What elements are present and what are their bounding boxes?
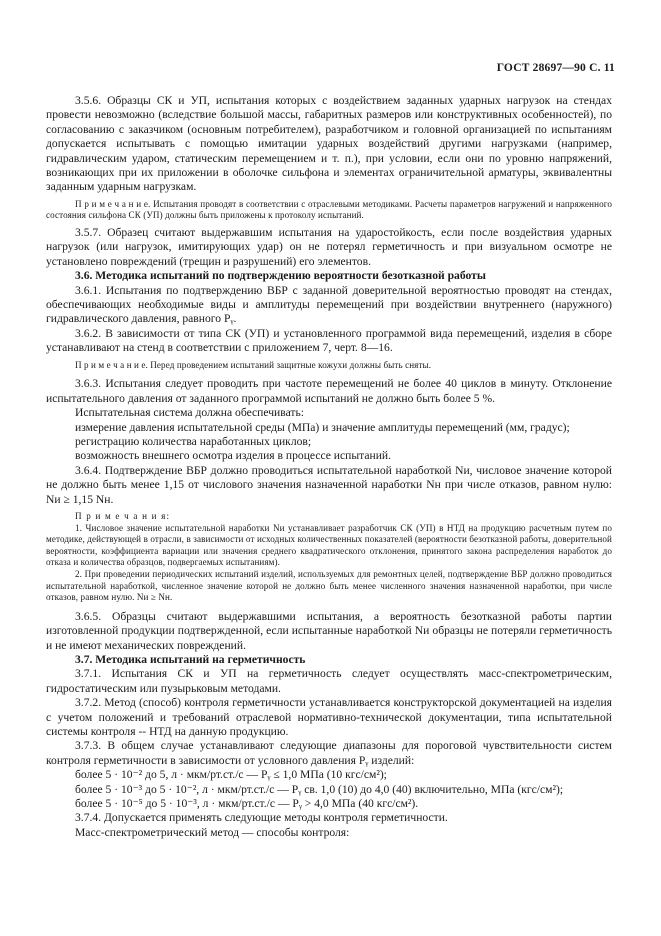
range-item-2: более 5 · 10⁻³ до 5 · 10⁻², л · мкм/рт.ст./с — Pᵧ св. 1,0 (10) до 4,0 (40) включительно, МПа (кгс/см²); [75, 782, 564, 796]
note-3-6-4-1: 1. Числовое значение испытательной наработки Nи устанавливает разработчик СК (УП) в НТД на продукцию расчетным путем по методике, действующей в отрасли, в зависимости от исходных количественных показателей (вероятности безотказной работы, доверительной вероятности, коэффициента вариации или значения среднего квадратического отклонения, принятого закона распределения наработок до отказа и количества образцов, подвергаемых испытаниям). [46, 522, 612, 568]
paragraph-3-7-4: 3.7.4. Допускается применять следующие методы контроля герметичности. [75, 811, 448, 825]
range-item-3: более 5 · 10⁻⁵ до 5 · 10⁻³, л · мкм/рт.ст./с — Pᵧ > 4,0 МПа (40 кгс/см²). [75, 796, 419, 810]
paragraph-3-6-3: 3.6.3. Испытания следует проводить при частоте перемещений не более 40 циклов в минуту. Отклонение испытательного давления от заданного программой испытаний не должно быть более 5 %. [46, 377, 612, 405]
mass-spec-method: Масс-спектрометрический метод — способы контроля: [75, 825, 350, 839]
paragraph-3-6-1: 3.6.1. Испытания по подтверждению ВБР с заданной доверительной вероятностью проводят на стендах, обеспечивающих необходимые виды и амплитуды перемещений при воздействии внутреннего (наружного) гидравлического давления, равного Pᵧ. [46, 283, 612, 326]
paragraph-3-7-2: 3.7.2. Метод (способ) контроля герметичности устанавливается конструкторской документацией на изделия с учетом положений и требований отраслевой нормативно-технической документации, типа испытательной системы контроля -- НТД на данную продукцию. [46, 696, 612, 738]
system-intro: Испытательная система должна обеспечивать: [75, 406, 304, 420]
note-3-6-2: П р и м е ч а н и е. Перед проведением испытаний защитные кожухи должны быть сняты. [75, 359, 432, 370]
note-3-5-6: П р и м е ч а н и е. Испытания проводят в соответствии с отраслевыми методиками. Расчеты параметров нагружений и напряженного состояния сильфона СК (УП) должны быть приложены к протоколу испытаний. [46, 198, 612, 221]
paragraph-3-6-5: 3.6.5. Образцы считают выдержавшими испытания, а вероятность безотказной работы партии изготовленной продукции подтвержденной, если испытанные наработкой Nи образцы не потеряли герметичность и не имеют механических повреждений. [46, 609, 612, 652]
page-header: ГОСТ 28697—90 С. 11 [496, 62, 615, 74]
system-item-3: возможность внешнего осмотра изделия в процессе испытаний. [75, 449, 392, 463]
paragraph-3-6-4: 3.6.4. Подтверждение ВБР должно проводиться испытательной наработкой Nи, числовое значение которой не должно быть менее 1,15 от числового значения назначенной наработки Nн при числе отказов, равном нулю: Nи ≥ 1,15 Nн. [46, 463, 612, 506]
section-heading-3-6: 3.6. Методика испытаний по подтверждению вероятности безотказной работы [75, 269, 486, 283]
paragraph-3-5-7: 3.5.7. Образец считают выдержавшим испытания на ударостойкость, если после воздействия ударных нагрузок (или нагрузок, имитирующих удар) он не потерял герметичность и при визуальном осмотре не установлено повреждений (трещин и разрушений) его элементов. [46, 226, 612, 268]
paragraph-3-7-3: 3.7.3. В общем случае устанавливают следующие диапазоны для пороговой чувствительности систем контроля герметичности в зависимости от условного давления Pᵧ изделий: [46, 739, 612, 767]
section-heading-3-7: 3.7. Методика испытаний на герметичность [75, 652, 306, 666]
page-body [46, 94, 612, 840]
paragraph-3-6-2: 3.6.2. В зависимости от типа СК (УП) и установленного программой вида перемещений, изделия в сборе устанавливают на стенд в соответствии с приложением 7, черт. 8—16. [46, 326, 612, 355]
system-item-2: регистрацию количества наработанных циклов; [75, 434, 312, 448]
system-item-1: измерение давления испытательной среды (МПа) и значение амплитуды перемещений (мм, градус); [75, 420, 570, 434]
range-item-1: более 5 · 10⁻² до 5, л · мкм/рт.ст./с — Pᵧ ≤ 1,0 МПа (10 кгс/см²); [75, 768, 387, 782]
notes-title: П р и м е ч а н и я: [75, 510, 171, 521]
note-3-6-4-2: 2. При проведении периодических испытаний изделий, используемых для ремонтных целей, подтверждение ВБР должно проводиться испытательной наработкой, численное значение которой не должно быть менее численного значения назначенной наработки, при числе отказов, равном нулю. Nи ≥ Nн. [46, 568, 612, 603]
paragraph-3-5-6: 3.5.6. Образцы СК и УП, испытания которых с воздействием заданных ударных нагрузок на стендах провести невозможно (вследствие большой массы, габаритных размеров или конструктивных особенностей), по согласованию с заказчиком (основным потребителем), разработчиком и головной организацией по испытаниям допускается испытывать с помощью имитации ударных воздействий другими нагрузками (например, гидравлическим ударом, статическим перемещением и т. п.), при условии, если они по уровню напряжений, возникающих при их приложении в оболочке сильфона и элементах ограничительной арматуры, эквивалентны заданным ударным нагрузкам. [46, 94, 612, 194]
paragraph-3-7-1: 3.7.1. Испытания СК и УП на герметичность следует осуществлять масс-спектрометрическим, гидростатическим или пузырьковым методами. [46, 667, 612, 695]
